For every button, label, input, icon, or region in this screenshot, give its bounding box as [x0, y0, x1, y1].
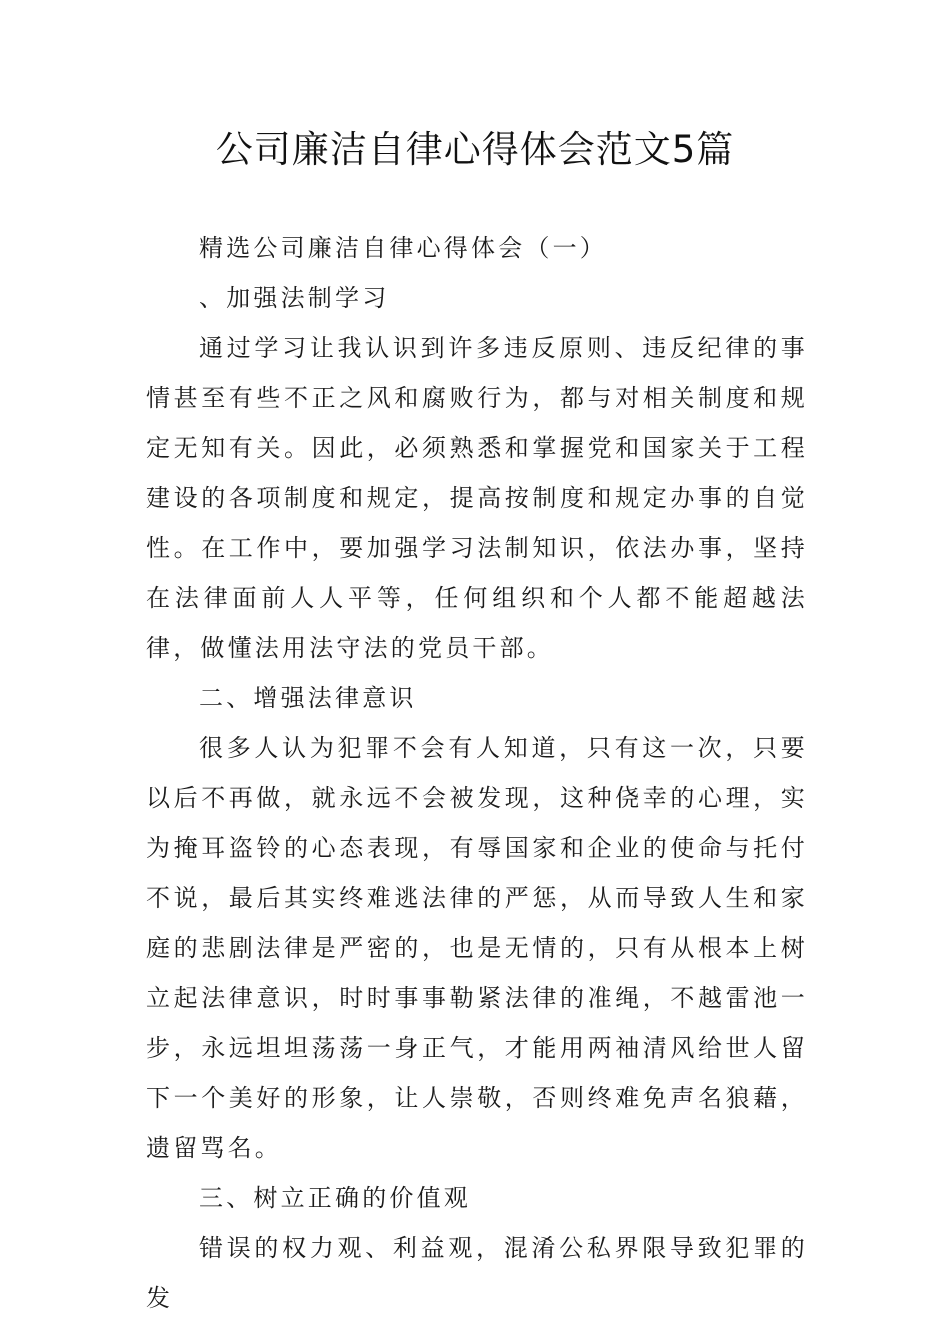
subheading-legal-awareness: 二、增强法律意识	[199, 684, 417, 712]
paragraph-values: 错误的权力观、利益观，混淆公私界限导致犯罪的发	[146, 1234, 808, 1312]
document-title: 公司廉洁自律心得体会范文5篇	[215, 128, 735, 171]
document-body	[146, 223, 808, 1323]
subheading-law-study: 、加强法制学习	[199, 284, 390, 312]
subheading-values: 三、树立正确的价值观	[199, 1184, 471, 1212]
paragraph-law-study: 通过学习让我认识到许多违反原则、违反纪律的事情甚至有些不正之风和腐败行为，都与对相关制度和规定无知有关。因此，必须熟悉和掌握党和国家关于工程建设的各项制度和规定，提高按制度和规定办事的自觉性。在工作中，要加强学习法制知识，依法办事，坚持在法律面前人人平等，任何组织和个人都不能超越法律，做懂法用法守法的党员干部。	[146, 334, 808, 662]
paragraph-legal-awareness: 很多人认为犯罪不会有人知道，只有这一次，只要以后不再做，就永远不会被发现，这种侥幸的心理，实为掩耳盗铃的心态表现，有辱国家和企业的使命与托付不说，最后其实终难逃法律的严惩，从而导致人生和家庭的悲剧法律是严密的，也是无情的，只有从根本上树立起法律意识，时时事事勒紧法律的准绳，不越雷池一步，永远坦坦荡荡一身正气，才能用两袖清风给世人留下一个美好的形象，让人崇敬，否则终难免声名狼藉，遗留骂名。	[146, 734, 808, 1162]
section-heading: 精选公司廉洁自律心得体会（一）	[199, 234, 607, 262]
